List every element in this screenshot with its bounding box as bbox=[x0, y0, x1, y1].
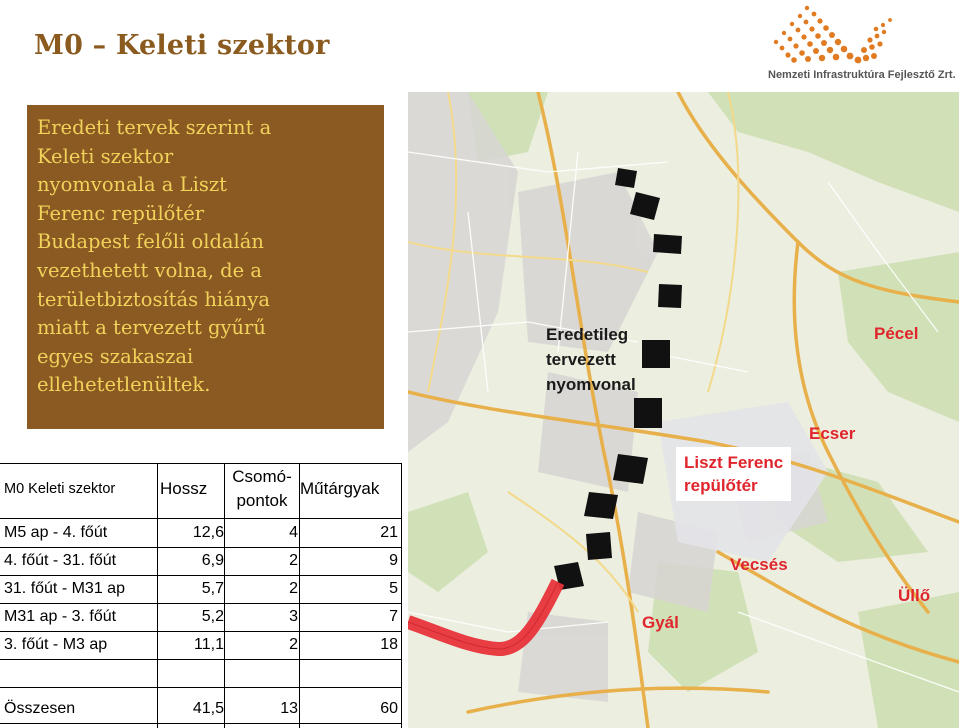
table-row bbox=[0, 575, 402, 603]
table-rule bbox=[0, 547, 402, 548]
info-callout bbox=[27, 105, 384, 429]
company-name: Nemzeti Infrastruktúra Fejlesztő Zrt. bbox=[768, 69, 956, 81]
table-spacer-row bbox=[0, 659, 402, 695]
header-junctions: Csomó- pontok bbox=[232, 467, 292, 510]
table-column-divider bbox=[299, 463, 300, 728]
town-label-ecser: Ecser bbox=[809, 424, 856, 443]
town-label-ullo: Üllő bbox=[898, 586, 931, 605]
cell-section: M31 ap - 3. főút bbox=[4, 608, 117, 625]
town-label-vecses: Vecsés bbox=[730, 555, 788, 574]
header-section: M0 Keleti szektor bbox=[4, 481, 116, 497]
cell-structures: 9 bbox=[389, 552, 398, 569]
header-structures: Műtárgyak bbox=[300, 479, 380, 498]
cell-length: 5,2 bbox=[201, 608, 224, 625]
table-row bbox=[0, 631, 402, 659]
cell-junctions: 2 bbox=[289, 636, 298, 653]
table-border-top bbox=[0, 463, 402, 464]
cell-total-structures: 60 bbox=[380, 700, 398, 717]
map-graphic bbox=[408, 92, 959, 728]
table-rule bbox=[0, 659, 402, 660]
cell-length: 6,9 bbox=[201, 552, 224, 569]
cell-junctions: 2 bbox=[289, 580, 298, 597]
cell-total-junctions: 13 bbox=[280, 700, 298, 717]
original-route-label: Eredetileg tervezett nyomvonal bbox=[546, 325, 636, 394]
table-total-row bbox=[0, 695, 402, 723]
table-column-divider bbox=[224, 463, 225, 728]
cell-junctions: 3 bbox=[289, 608, 298, 625]
cell-structures: 21 bbox=[380, 524, 398, 541]
table-header-row bbox=[0, 463, 402, 519]
table-rule bbox=[0, 687, 402, 688]
cell-junctions: 4 bbox=[289, 524, 298, 541]
header-length: Hossz bbox=[160, 479, 208, 498]
table-rule bbox=[0, 723, 402, 724]
cell-length: 12,6 bbox=[192, 524, 224, 541]
cell-section: 3. főút - M3 ap bbox=[4, 636, 108, 653]
callout-text: Eredeti tervek szerint a Keleti szektor nyomvonala a Liszt Ferenc repülőtér Budapest felőli oldalán vezethetett volna, de a területbiztosítás hiánya miatt a tervezett gyűrű egyes szakaszai ellehetetlenültek. bbox=[37, 116, 272, 397]
route-map bbox=[408, 92, 959, 728]
table-rule bbox=[0, 631, 402, 632]
cell-structures: 18 bbox=[380, 636, 398, 653]
town-label-gyal: Gyál bbox=[642, 613, 679, 632]
cell-total-label: Összesen bbox=[4, 700, 76, 717]
company-logo bbox=[752, 0, 959, 92]
cell-section: 31. főút - M31 ap bbox=[4, 580, 125, 597]
table-rule bbox=[0, 575, 402, 576]
slide-title: M0 – Keleti szektor bbox=[34, 30, 330, 61]
table-row bbox=[0, 547, 402, 575]
cell-length: 11,1 bbox=[194, 636, 224, 653]
table-row bbox=[0, 603, 402, 631]
table-row bbox=[0, 519, 402, 547]
table-column-divider bbox=[401, 463, 402, 728]
airport-label: Liszt Ferenc repülőtér bbox=[676, 447, 791, 501]
cell-junctions: 2 bbox=[289, 552, 298, 569]
cell-total-length: 41,5 bbox=[192, 700, 224, 717]
cell-structures: 5 bbox=[389, 580, 398, 597]
cell-section: M5 ap - 4. főút bbox=[4, 524, 108, 541]
cell-structures: 7 bbox=[389, 608, 398, 625]
cell-section: 4. főút - 31. főút bbox=[4, 552, 117, 569]
table-rule bbox=[0, 603, 402, 604]
table-column-divider bbox=[157, 463, 158, 728]
sunburst-dots-logo-icon bbox=[752, 0, 959, 70]
cell-length: 5,7 bbox=[201, 580, 224, 597]
town-label-pecel: Pécel bbox=[874, 324, 919, 343]
sections-table bbox=[0, 463, 402, 723]
